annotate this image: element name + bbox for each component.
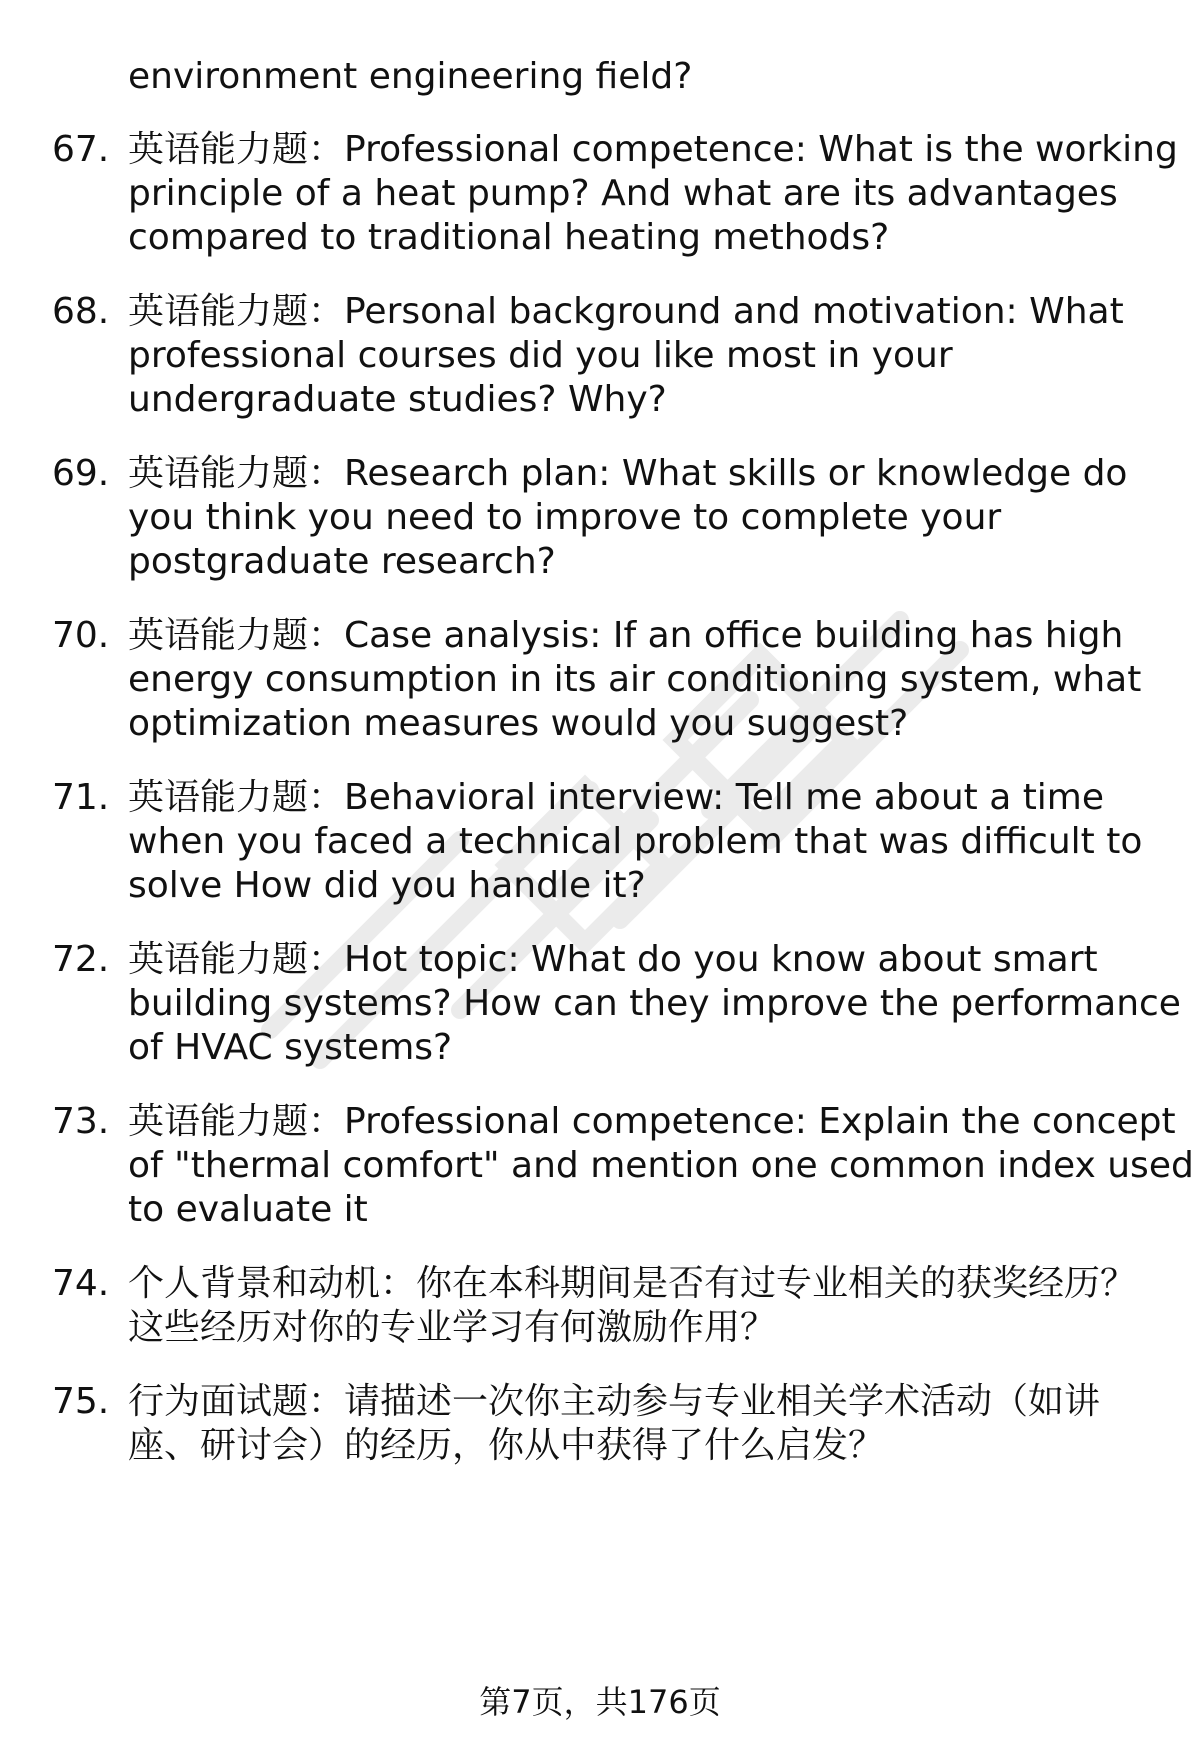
question-text-line: solve How did you handle it? [128, 865, 646, 906]
question-number: 69. [52, 453, 110, 494]
question-text-line: postgraduate research? [128, 541, 556, 582]
question-text-line: you think you need to improve to complete your [128, 497, 1002, 538]
question-text-line: compared to traditional heating methods? [128, 217, 890, 258]
question-number: 72. [52, 939, 110, 980]
question-text-line: undergraduate studies? Why? [128, 379, 667, 420]
question-number: 67. [52, 129, 110, 170]
question-text-line: 座、研讨会）的经历，你从中获得了什么启发？ [128, 1425, 885, 1466]
question-text-line: of "thermal comfort" and mention one common index used [128, 1145, 1194, 1186]
question-number: 73. [52, 1101, 110, 1142]
question-text-line: to evaluate it [128, 1189, 368, 1230]
question-text-line: 英语能力题：Professional competence: Explain the concept [128, 1101, 1176, 1142]
question-text-line: 这些经历对你的专业学习有何激励作用？ [128, 1307, 777, 1348]
question-text-line: when you faced a technical problem that was difficult to [128, 821, 1143, 862]
question-text-line: principle of a heat pump? And what are its advantages [128, 173, 1118, 214]
question-number: 71. [52, 777, 110, 818]
continuation-line: environment engineering field? [128, 56, 693, 97]
question-number: 75. [52, 1381, 110, 1422]
page-footer: 第7页，共176页 [479, 1683, 721, 1721]
question-text-line: 英语能力题：Behavioral interview: Tell me about a time [128, 777, 1105, 818]
question-text-line: optimization measures would you suggest? [128, 703, 909, 744]
question-text-line: 英语能力题：Research plan: What skills or knowledge do [128, 453, 1128, 494]
question-text-line: 英语能力题：Personal background and motivation: What [128, 291, 1124, 332]
question-text-line: 英语能力题：Professional competence: What is the working [128, 129, 1178, 170]
question-text-line: 英语能力题：Hot topic: What do you know about smart [128, 939, 1098, 980]
question-text-line: of HVAC systems? [128, 1027, 453, 1068]
question-text-line: building systems? How can they improve the performance [128, 983, 1181, 1024]
question-text-line: 英语能力题：Case analysis: If an office building has high [128, 615, 1124, 656]
question-number: 74. [52, 1263, 110, 1304]
question-text-line: energy consumption in its air conditioning system, what [128, 659, 1142, 700]
question-text-line: 个人背景和动机：你在本科期间是否有过专业相关的获奖经历？ [128, 1263, 1137, 1304]
question-text-line: 行为面试题：请描述一次你主动参与专业相关学术活动（如讲 [128, 1381, 1101, 1422]
question-number: 70. [52, 615, 110, 656]
question-number: 68. [52, 291, 110, 332]
question-text-line: professional courses did you like most in your [128, 335, 953, 376]
